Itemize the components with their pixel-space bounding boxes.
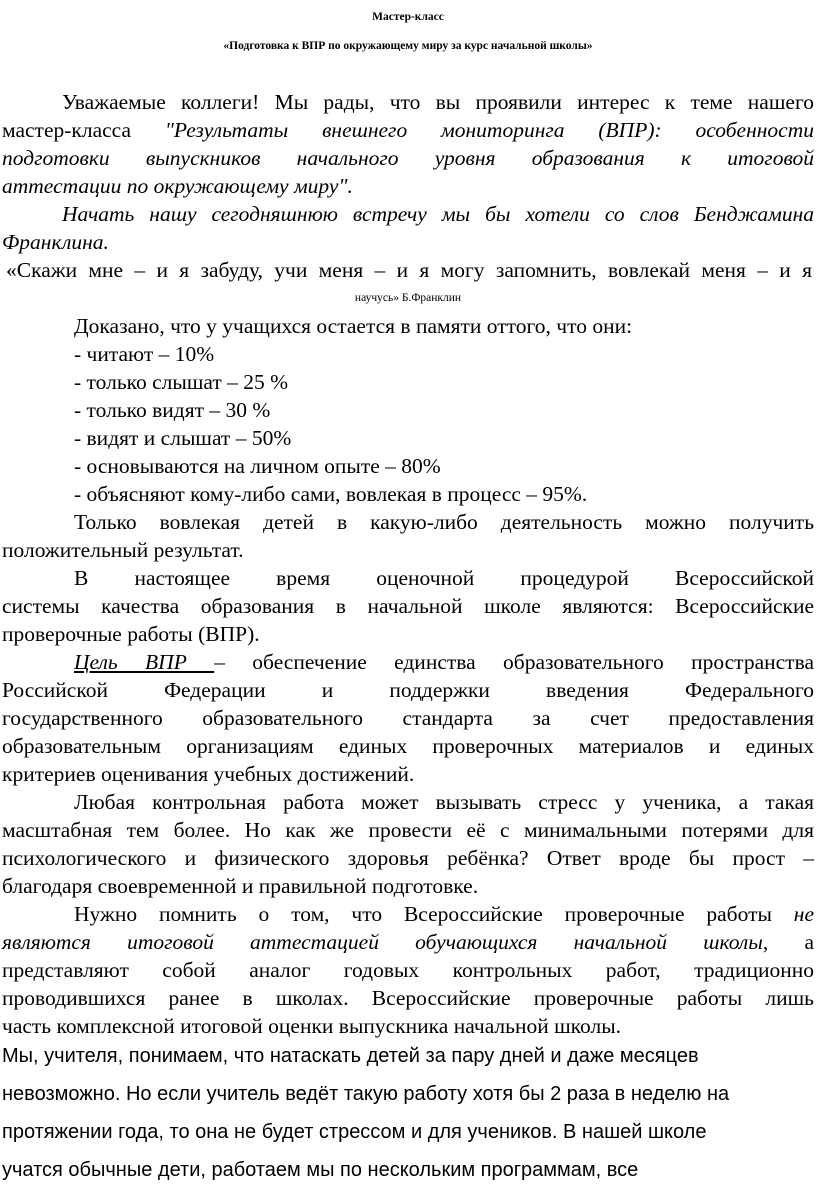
goal-label: Цель ВПР bbox=[74, 650, 215, 674]
stress-line-3: психологического и физического здоровья ребёнка? Ответ вроде бы прост – bbox=[2, 846, 814, 870]
retention-item: - только слышат – 25 % bbox=[74, 370, 289, 394]
retention-item: - объясняют кому-либо сами, вовлекая в процесс – 95%. bbox=[74, 482, 588, 506]
stress-line-4: благодаря своевременной и правильной подготовке. bbox=[2, 874, 479, 898]
intro-text: Уважаемые коллеги! Мы рады, что вы проявили интерес к теме нашего bbox=[62, 90, 814, 114]
intro-line-3: подготовки выпускников начального уровня образования к итоговой bbox=[2, 146, 814, 170]
franklin-quote-2: научусь» Б.Франклин bbox=[354, 292, 462, 304]
teachers-line-1: Мы, учителя, понимаем, что натаскать детей за пару дней и даже месяцев bbox=[2, 1045, 699, 1067]
remember-line-3: представляют собой аналог годовых контрольных работ, традиционно bbox=[2, 958, 814, 982]
involve-line-2: положительный результат. bbox=[2, 538, 244, 562]
remember-line-1 bbox=[74, 901, 814, 927]
franklin-line-2: Франклина. bbox=[2, 230, 109, 254]
intro-line-2 bbox=[2, 117, 814, 143]
intro-text-plain: мастер-класса bbox=[2, 118, 165, 142]
stress-line-2: масштабная тем более. Но как же провести её с минимальными потерями для bbox=[2, 818, 814, 842]
intro-topic-italic: "Результаты внешнего мониторинга (ВПР): особенности bbox=[164, 118, 814, 142]
teachers-line-3: протяжении года, то она не будет стрессом и для учеников. В нашей школе bbox=[2, 1121, 707, 1143]
remember-line-5: часть комплексной итоговой оценки выпускника начальной школы. bbox=[2, 1014, 622, 1038]
goal-text: – обеспечение единства образовательного пространства bbox=[214, 650, 814, 674]
remember-emphasis-italic: являются итоговой аттестацией обучающихся начальной школы bbox=[2, 930, 763, 954]
teachers-line-4: учатся обычные дети, работаем мы по нескольким программам, все bbox=[2, 1159, 639, 1181]
teachers-line-2: невозможно. Но если учитель ведёт такую работу хотя бы 2 раза в неделю на bbox=[2, 1083, 730, 1105]
vpr-line-3: проверочные работы (ВПР). bbox=[2, 622, 260, 646]
doc-title: Мастер-класс bbox=[372, 11, 444, 23]
remember-text-plain: Нужно помнить о том, что Всероссийские проверочные работы bbox=[74, 902, 794, 926]
doc-subtitle: «Подготовка к ВПР по окружающему миру за курс начальной школы» bbox=[223, 40, 593, 52]
retention-item: - основываются на личном опыте – 80% bbox=[74, 454, 441, 478]
remember-text-plain: , а bbox=[762, 930, 814, 954]
remember-text-italic: не bbox=[793, 902, 814, 926]
retention-intro: Доказано, что у учащихся остается в памяти оттого, что они: bbox=[74, 314, 633, 338]
retention-item: - читают – 10% bbox=[74, 342, 215, 366]
goal-line-1 bbox=[74, 649, 814, 675]
intro-line-4: аттестации по окружающему миру". bbox=[2, 174, 353, 198]
vpr-line-1: В настоящее время оценочной процедурой Всероссийской bbox=[74, 566, 814, 590]
stress-line-1: Любая контрольная работа может вызывать стресс у ученика, а такая bbox=[74, 790, 814, 814]
involve-line-1: Только вовлекая детей в какую-либо деятельность можно получить bbox=[74, 510, 814, 534]
remember-line-4: проводившихся ранее в школах. Всероссийские проверочные работы лишь bbox=[2, 986, 814, 1010]
remember-line-2 bbox=[2, 929, 814, 955]
goal-line-5: критериев оценивания учебных достижений. bbox=[2, 762, 415, 786]
goal-line-3: государственного образовательного стандарта за счет предоставления bbox=[2, 706, 814, 730]
franklin-quote-1: «Скажи мне – и я забуду, учи меня – и я могу запомнить, вовлекай меня – и я bbox=[6, 258, 812, 282]
retention-item: - видят и слышат – 50% bbox=[74, 426, 292, 450]
franklin-line-1: Начать нашу сегодняшнюю встречу мы бы хотели со слов Бенджамина bbox=[62, 202, 814, 226]
vpr-line-2: системы качества образования в начальной школе являются: Всероссийские bbox=[2, 594, 814, 618]
goal-line-2: Российской Федерации и поддержки введения Федерального bbox=[2, 678, 814, 702]
retention-item: - только видят – 30 % bbox=[74, 398, 271, 422]
intro-line-1 bbox=[2, 89, 814, 115]
goal-line-4: образовательным организациям единых проверочных материалов и единых bbox=[2, 734, 814, 758]
